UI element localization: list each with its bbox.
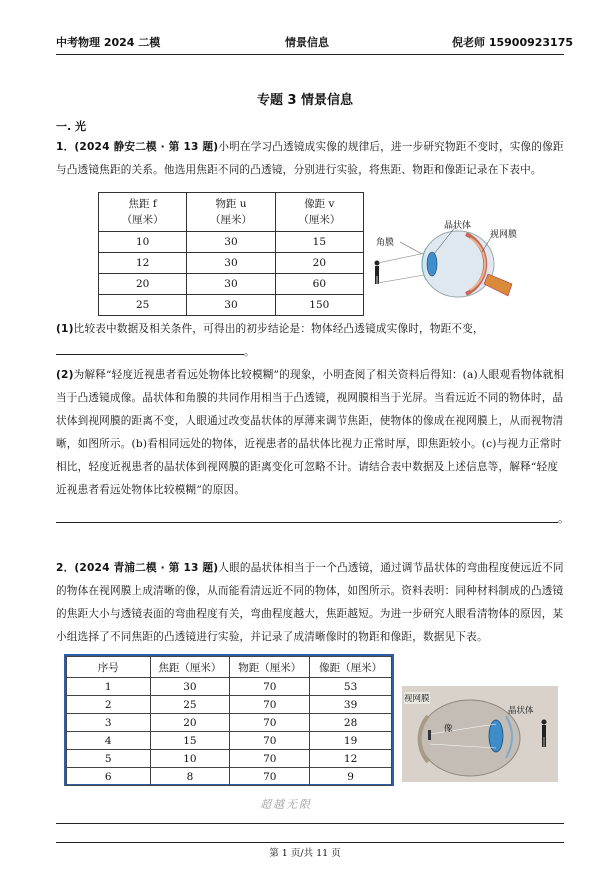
footer-watermark: 超越无限	[260, 798, 312, 811]
header-right: 倪老师 15900923175	[452, 36, 574, 49]
q1-eye-figure	[370, 212, 560, 312]
q1-part2-label: (2)	[56, 369, 74, 381]
q2-stem	[56, 557, 566, 649]
table-row: 10 30 15	[99, 232, 364, 253]
q2-data-table	[66, 656, 392, 786]
table-row: 4 15 70 19	[67, 732, 392, 750]
table-row: 1 30 70 53	[67, 678, 392, 696]
header-rule	[56, 54, 564, 55]
q1-part1-label: (1)	[56, 323, 74, 335]
table-row: 25 30 150	[99, 295, 364, 316]
q1-part2-text: 为解释“轻度近视患者看远处物体比较模糊”的现象，小明查阅了相关资料后得知：(a)人眼观看物体就相当于凸透镜成像。晶状体和角膜的共同作用相当于凸透镜，视网膜相当于光屏。当看远近不同的物体时，晶状体到视网膜的距离不变，人眼通过改变晶状体的厚薄来调节焦距，使物体的像成在视网膜上，从而视物清晰，如图所示。(b)看相同远处的物体，近视患者的晶状体比视力正常时厚，即焦距较小。(c)与视力正常时相比，轻度近视患者的晶状体到视网膜的距离变化可忽略不计。请结合表中数据及上述信息等，解释“轻度近视患者看远处物体比较模糊”的原因。	[56, 369, 565, 496]
q1-part2-end: 。	[558, 512, 569, 525]
q1-part1-text: 比较表中数据及相关条件，可得出的初步结论是：物体经凸透镜成实像时，物距不变，	[73, 323, 484, 335]
q1-part1-answer-blank[interactable]	[56, 354, 244, 355]
section-heading: 一. 光	[56, 120, 87, 133]
q2-stem-text: 人眼的晶状体相当于一个凸透镜，通过调节晶状体的弯曲程度使远近不同的物体在视网膜上成清晰的像，从而能看清远近不同的物体，如图所示。资料表明：同种材料制成的凸透镜的焦距大小与透镜表面的弯曲程度有关，弯曲程度越大，焦距越短。为进一步研究人眼看清物体的原因，某小组选择了不同焦距的凸透镜进行实验，并记录了成清晰像时的物距和像距，数据见下表。	[56, 562, 564, 643]
table-row: 20 30 60	[99, 274, 364, 295]
table-row: 3 20 70 28	[67, 714, 392, 732]
page-title: 专题 3 情景信息	[256, 93, 354, 108]
q1-part1: (1)比较表中数据及相关条件，可得出的初步结论是：物体经凸透镜成实像时，物距不变，。	[56, 323, 484, 358]
footer-rule-bottom	[56, 842, 564, 843]
header-left: 中考物理 2024 二模	[56, 36, 161, 49]
q1-source: (2024 静安二模 · 第 13 题)	[74, 141, 219, 153]
q1-part2-answer-line[interactable]	[56, 522, 558, 523]
header-center: 情景信息	[285, 36, 329, 49]
table-row: 2 25 70 39	[67, 696, 392, 714]
q1-label-retina: 视网膜	[490, 230, 518, 240]
q1-part2	[56, 364, 566, 502]
q1-header-image: 像距 v （厘米）	[275, 193, 363, 232]
q2-label-image: 像	[444, 724, 453, 734]
q2-label-retina: 视网膜	[404, 694, 430, 704]
table-row: 6 8 70 9	[67, 768, 392, 786]
q1-header-focal: 焦距 f （厘米）	[99, 193, 187, 232]
q1-header-object: 物距 u （厘米）	[187, 193, 275, 232]
table-header-row: 序号 焦距（厘米） 物距（厘米） 像距（厘米）	[67, 657, 392, 678]
q1-label-lens: 晶状体	[444, 221, 472, 231]
page-number: 第 1 页/共 11 页	[269, 848, 341, 859]
q2-eye-photo	[402, 686, 558, 782]
q1-number: 1．	[56, 141, 75, 153]
q2-source: (2024 青浦二模 · 第 13 题)	[74, 562, 219, 574]
q1-stem	[56, 136, 566, 182]
q1-label-cornea: 角膜	[376, 238, 395, 248]
footer-rule-top	[56, 823, 564, 824]
q2-number: 2．	[56, 562, 75, 574]
q1-data-table	[98, 192, 364, 316]
q1-stem-text: 小明在学习凸透镜成实像的规律后，进一步研究物距不变时，实像的像距与凸透镜焦距的关系。他选用焦距不同的凸透镜，分别进行实验，将焦距、物距和像距记录在下表中。	[56, 141, 564, 176]
q2-label-lens: 晶状体	[508, 706, 534, 716]
table-row: 5 10 70 12	[67, 750, 392, 768]
q2-table-frame	[64, 654, 394, 786]
table-row: 12 30 20	[99, 253, 364, 274]
